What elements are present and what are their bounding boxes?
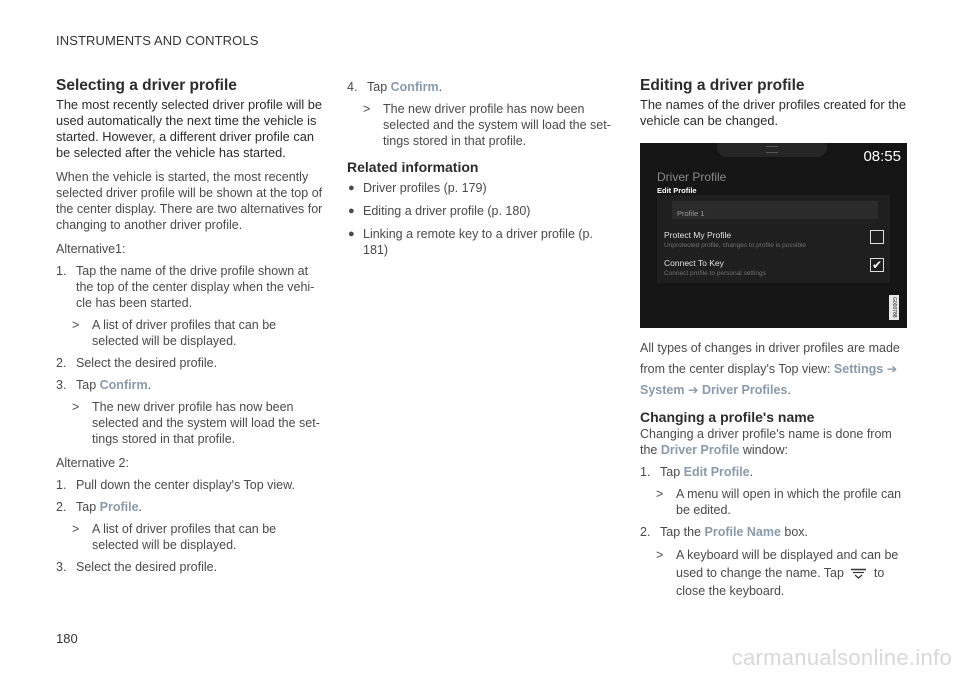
result-text: The new driver profile has now been selected and the system will load the set-tings stored in that profile. xyxy=(383,102,611,148)
step-item: 1. Tap Edit Profile. xyxy=(640,465,754,479)
protect-profile-option xyxy=(664,225,884,249)
related-links-list xyxy=(347,180,615,258)
step-text: Pull down the center display's Top view. xyxy=(76,478,295,492)
step-text-prefix: Tap xyxy=(367,80,388,94)
confirm-button-reference: Confirm xyxy=(390,80,439,94)
result-marker: > xyxy=(72,318,80,332)
alternative1-label: Alternative1: xyxy=(56,242,126,256)
step-result xyxy=(56,317,324,349)
body-paragraph: When the vehicle is started, the most recently selected driver profile will be shown at the top of the center display. There are two alternatives for changing to another driver profile. xyxy=(56,170,323,232)
image-id-label: G000788 xyxy=(889,295,899,320)
step-item: 3. Tap Confirm. xyxy=(56,378,152,392)
related-link-text[interactable]: Linking a remote key to a driver profile (p. 181) xyxy=(363,227,593,257)
step-number: 2. xyxy=(640,525,651,539)
page-number: 180 xyxy=(56,631,78,646)
page-header: INSTRUMENTS AND CONTROLS xyxy=(56,33,259,48)
keyboard-hide-icon xyxy=(850,568,867,579)
section-heading-selecting-profile: Selecting a driver profile xyxy=(56,77,237,94)
display-top-handle xyxy=(717,143,827,157)
result-marker: > xyxy=(72,522,80,536)
related-link-text[interactable]: Driver profiles (p. 179) xyxy=(363,181,487,195)
driver-profile-window-reference: Driver Profile xyxy=(660,443,740,457)
section-heading-editing-profile: Editing a driver profile xyxy=(640,77,805,94)
step-item: 2. Tap Profile. xyxy=(56,500,143,514)
option-description: Unprotected profile, changes to profile is possible xyxy=(664,242,806,249)
intro-text: The names of the driver profiles created for the vehicle can be changed. xyxy=(640,97,907,128)
step-number: 1. xyxy=(56,264,67,278)
arrow-right-icon: ➔ xyxy=(687,383,699,397)
step-text: Tap the name of the drive profile shown at the top of the center display when the vehi-cle has been started. xyxy=(76,264,315,310)
step-item: 4. Tap Confirm. xyxy=(347,80,443,94)
result-marker: > xyxy=(656,487,664,501)
step-item xyxy=(56,355,324,371)
settings-path-text: All types of changes in driver profiles are made from the center display's Top view: Settings ➔ System ➔ Driver Profiles. xyxy=(640,341,900,397)
related-link[interactable] xyxy=(347,180,615,196)
bullet-icon: ● xyxy=(348,205,355,217)
screen-subtitle: Edit Profile xyxy=(657,186,697,195)
column-left xyxy=(56,76,324,575)
center-display-screenshot xyxy=(640,143,907,328)
step-result xyxy=(640,486,910,518)
step-result xyxy=(56,521,324,553)
related-link[interactable] xyxy=(347,203,615,219)
result-text: A list of driver profiles that can be selected will be displayed. xyxy=(92,522,277,552)
option-label: Protect My Profile xyxy=(664,230,732,240)
result-marker: > xyxy=(72,400,80,414)
step-number: 2. xyxy=(56,356,67,370)
bullet-icon: ● xyxy=(348,182,355,194)
related-link-text[interactable]: Editing a driver profile (p. 180) xyxy=(363,204,531,218)
step-item xyxy=(56,263,324,311)
step-number: 3. xyxy=(56,560,67,574)
result-marker: > xyxy=(363,102,371,116)
step-result xyxy=(347,101,615,149)
profile-button-reference: Profile xyxy=(99,500,139,514)
intro-text: The most recently selected driver profile will be used automatically the next time the vehicle is started. However, a different driver profile can be selected after the vehicle has started. xyxy=(56,97,322,160)
profile-name-field: Profile 1 xyxy=(672,201,878,219)
result-marker: > xyxy=(656,548,664,562)
step-item: 2. Tap the Profile Name box. xyxy=(640,525,809,539)
step-number: 2. xyxy=(56,500,67,514)
step-text: Select the desired profile. xyxy=(76,356,218,370)
step-item xyxy=(56,559,324,575)
step-number: 3. xyxy=(56,378,67,392)
step-result xyxy=(56,399,324,447)
step-number: 1. xyxy=(640,465,651,479)
watermark: carmanualsonline.info xyxy=(731,645,952,670)
edit-profile-reference: Edit Profile xyxy=(683,465,750,479)
related-link[interactable] xyxy=(347,226,615,258)
step-text-prefix: Tap xyxy=(76,378,97,392)
settings-link: Settings xyxy=(833,362,884,376)
driver-profiles-link: Driver Profiles xyxy=(701,383,788,397)
screen-title: Driver Profile xyxy=(657,170,727,184)
checkbox-unchecked-icon xyxy=(870,230,884,244)
changing-name-heading: Changing a profile's name xyxy=(640,409,815,425)
result-text: The new driver profile has now been selected and the system will load the set-tings stored in that profile. xyxy=(92,400,320,446)
change-name-intro: Changing a driver profile's name is done from the Driver Profile window: xyxy=(640,427,892,457)
profile-name-reference: Profile Name xyxy=(704,525,781,539)
bullet-icon: ● xyxy=(348,228,355,240)
edit-profile-panel xyxy=(657,195,890,283)
system-link: System xyxy=(640,383,685,397)
result-text: A menu will open in which the profile can be edited. xyxy=(676,487,902,517)
alternative2-label: Alternative 2: xyxy=(56,456,129,470)
confirm-button-reference: Confirm xyxy=(99,378,148,392)
clock: 08:55 xyxy=(863,148,901,165)
step-number: 4. xyxy=(347,80,358,94)
connect-key-option xyxy=(664,253,884,277)
column-right xyxy=(640,76,910,600)
related-information-heading: Related information xyxy=(347,159,479,175)
column-middle xyxy=(347,76,615,265)
step-number: 1. xyxy=(56,478,67,492)
step-result: > A keyboard will be displayed and can be used to change the name. Tap to close the keyboard. xyxy=(656,548,899,598)
step-item xyxy=(56,477,324,493)
option-description: Connect profile to personal settings xyxy=(664,270,766,277)
checkbox-checked-icon: ✔ xyxy=(871,258,883,272)
step-text-prefix: Tap xyxy=(76,500,97,514)
option-label: Connect To Key xyxy=(664,258,724,268)
step-text: Select the desired profile. xyxy=(76,560,218,574)
result-text: A list of driver profiles that can be selected will be displayed. xyxy=(92,318,277,348)
handle-icon xyxy=(766,146,778,153)
arrow-right-icon: ➔ xyxy=(886,362,898,376)
